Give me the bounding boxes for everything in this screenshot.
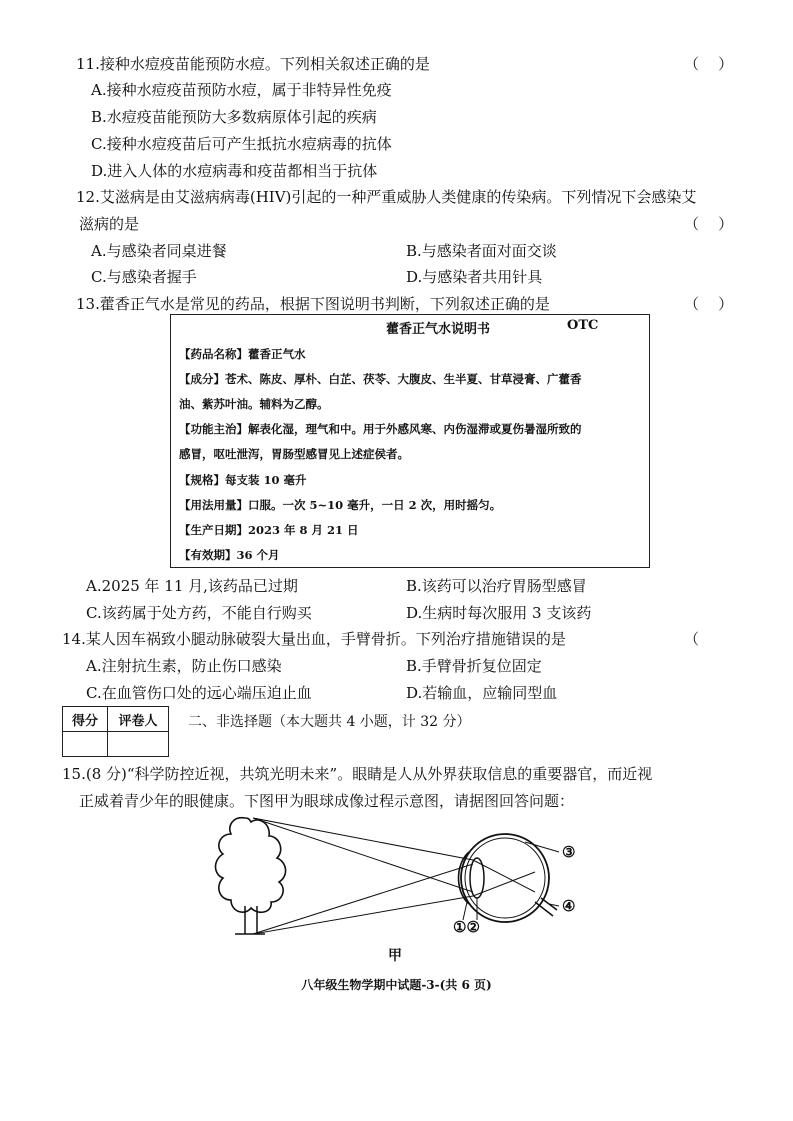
figure-caption: 甲 <box>388 948 402 964</box>
q12-answer-paren[interactable]: （ ） <box>684 215 734 233</box>
q14-option-d: D.若输血，应输同型血 <box>406 684 558 702</box>
q13-answer-paren[interactable]: （ ） <box>684 295 734 313</box>
q11-option-b: B.水痘疫苗能预防大多数病原体引起的疾病 <box>91 108 377 126</box>
lens <box>470 858 484 898</box>
leaflet-line-expiry: 【有效期】36 个月 <box>179 548 280 562</box>
q13-option-b: B.该药可以治疗胃肠型感冒 <box>406 577 587 595</box>
score-header: 得分 <box>63 707 108 732</box>
label-4: ④ <box>562 897 576 915</box>
q15-stem-line2: 正威着青少年的眼健康。下图甲为眼球成像过程示意图，请据图回答问题： <box>79 792 575 810</box>
eye-imaging-diagram <box>205 812 595 947</box>
label-3: ③ <box>562 843 576 861</box>
tree-icon <box>216 818 286 913</box>
q13-option-c: C.该药属于处方药，不能自行购买 <box>86 604 312 622</box>
q14-option-a: A.注射抗生素，防止伤口感染 <box>86 657 282 675</box>
leaflet-line-ingredients-cont: 油、紫苏叶油。辅料为乙醇。 <box>179 397 329 411</box>
grader-header: 评卷人 <box>108 707 169 732</box>
page-footer: 八年级生物学期中试题-3-(共 6 页) <box>301 978 492 992</box>
q12-option-b: B.与感染者面对面交谈 <box>406 242 557 260</box>
leaflet-line-production-date: 【生产日期】2023 年 8 月 21 日 <box>179 523 359 537</box>
q13-option-a: A.2025 年 11 月,该药品已过期 <box>86 577 298 595</box>
score-cell[interactable] <box>63 732 108 757</box>
leaflet-line-name: 【药品名称】藿香正气水 <box>179 347 306 361</box>
label-1-2: ①② <box>453 918 480 936</box>
q11-option-d: D.进入人体的水痘病毒和疫苗都相当于抗体 <box>91 162 378 180</box>
q12-option-a: A.与感染者同桌进餐 <box>91 242 227 260</box>
q14-stem: 14.某人因车祸致小腿动脉破裂大量出血，手臂骨折。下列治疗措施错误的是 <box>62 630 566 648</box>
leaflet-title: 藿香正气水说明书 <box>386 322 491 337</box>
q12-stem-line1: 12.艾滋病是由艾滋病病毒(HIV)引起的一种严重威胁人类健康的传染病。下列情况下会感染艾 <box>76 188 697 206</box>
leaflet-line-dosage: 【用法用量】口服。一次 5~10 毫升，一日 2 次，用时摇匀。 <box>179 498 502 512</box>
score-table <box>62 706 169 757</box>
grader-cell[interactable] <box>108 732 169 757</box>
leaflet-line-spec: 【规格】每支装 10 毫升 <box>179 473 307 487</box>
leaflet-line-ingredients: 【成分】苍术、陈皮、厚朴、白芷、茯苓、大腹皮、生半夏、甘草浸膏、广藿香 <box>179 372 582 386</box>
q12-option-d: D.与感染者共用针具 <box>406 268 543 286</box>
q14-answer-paren[interactable]: （ <box>684 630 700 648</box>
section-2-title: 二、非选择题（本大题共 4 小题，计 32 分） <box>188 714 471 730</box>
q14-option-c: C.在血管伤口处的远心端压迫止血 <box>86 684 312 702</box>
q11-answer-paren[interactable]: （ ） <box>684 55 734 73</box>
q14-option-b: B.手臂骨折复位固定 <box>406 657 542 675</box>
q11-option-a: A.接种水痘疫苗预防水痘，属于非特异性免疫 <box>91 81 392 99</box>
q12-stem-line2: 滋病的是 <box>79 215 140 233</box>
eyeball <box>461 834 549 922</box>
leaflet-line-indications: 【功能主治】解表化湿，理气和中。用于外感风寒、内伤湿滞或夏伤暑湿所致的 <box>179 422 582 436</box>
q11-stem: 11.接种水痘疫苗能预防水痘。下列相关叙述正确的是 <box>76 55 430 73</box>
medicine-leaflet <box>170 314 650 568</box>
q13-stem: 13.藿香正气水是常见的药品，根据下图说明书判断，下列叙述正确的是 <box>76 295 550 313</box>
q12-option-c: C.与感染者握手 <box>91 268 197 286</box>
q11-option-c: C.接种水痘疫苗后可产生抵抗水痘病毒的抗体 <box>91 135 392 153</box>
q13-option-d: D.生病时每次服用 3 支该药 <box>406 604 592 622</box>
leaflet-line-indications-cont: 感冒，呕吐泄泻，胃肠型感冒见上述症侯者。 <box>179 447 409 461</box>
q15-stem-line1: 15.(8 分)“科学防控近视，共筑光明未来”。眼睛是人从外界获取信息的重要器官，而近视 <box>62 765 653 783</box>
leaflet-otc-mark: OTC <box>567 318 599 333</box>
